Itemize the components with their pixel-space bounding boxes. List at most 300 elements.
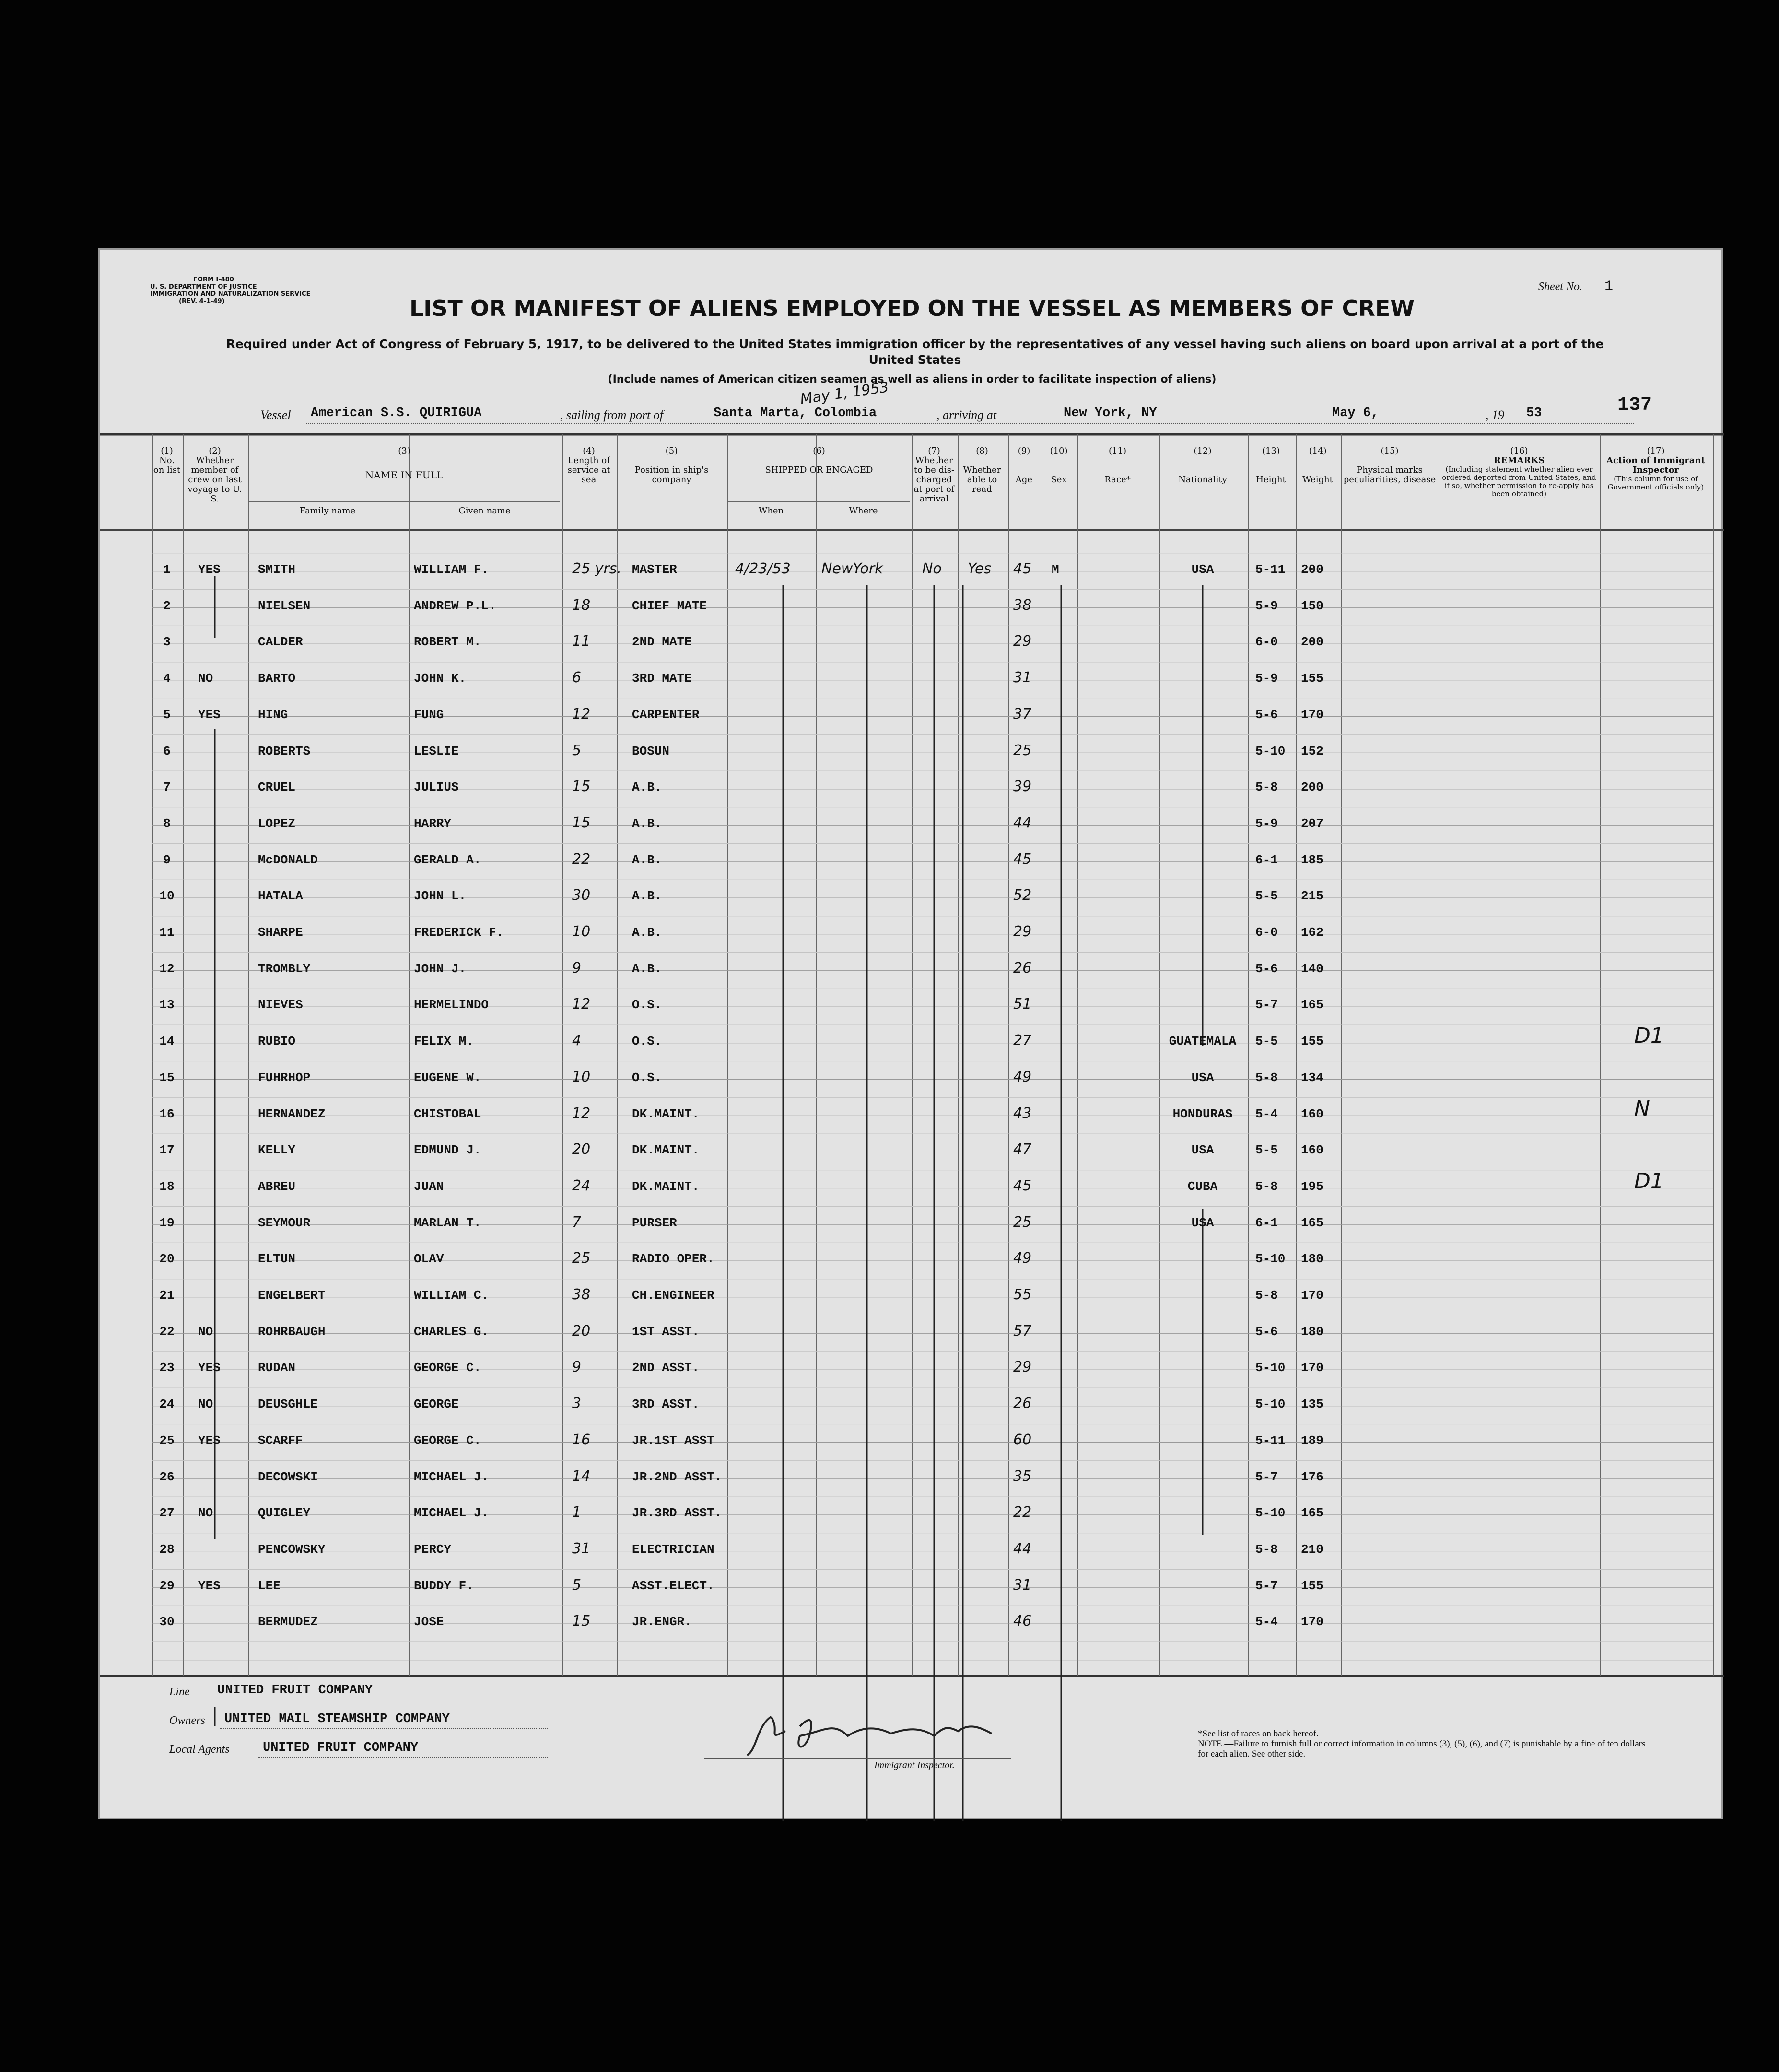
row-number: 28: [159, 1542, 175, 1557]
family-name: LOPEZ: [258, 816, 296, 831]
port-from: Santa Marta, Colombia: [714, 406, 877, 420]
position: JR.3RD ASST.: [632, 1506, 722, 1521]
service-length: 18: [572, 596, 591, 614]
line-underline: [212, 1699, 548, 1700]
family-name: ROHRBAUGH: [258, 1324, 326, 1339]
last-voyage: YES: [198, 707, 221, 722]
col8-header: (8) Whether able to read: [963, 446, 1001, 494]
col17-header: (17) Action of Immigrant Inspector (This column for use of Government officials only): [1606, 446, 1705, 491]
service-length: 25: [572, 1250, 591, 1267]
sheet-number-label: Sheet No.: [1538, 280, 1582, 293]
position: A.B.: [632, 780, 662, 795]
row-number: 3: [163, 635, 171, 650]
family-name: NIELSEN: [258, 598, 311, 613]
row-number: 2: [163, 598, 171, 613]
family-name: SHARPE: [258, 925, 303, 940]
page-title: LIST OR MANIFEST OF ALIENS EMPLOYED ON THE VESSEL AS MEMBERS OF CREW: [409, 295, 1415, 321]
weight: 189: [1301, 1433, 1323, 1448]
given-name: JOHN J.: [414, 961, 467, 976]
position: O.S.: [632, 1070, 662, 1085]
col11-header: (11) Race*: [1104, 446, 1131, 485]
col2-header: (2) Whether member of crew on last voyage to U. S.: [187, 446, 242, 504]
row-number: 23: [159, 1361, 175, 1375]
height: 5-10: [1255, 1397, 1286, 1412]
position: O.S.: [632, 1034, 662, 1049]
able-to-read: Yes: [968, 560, 992, 577]
service-length: 12: [572, 705, 591, 722]
family-name: SCARFF: [258, 1433, 303, 1448]
family-name: ABREU: [258, 1179, 296, 1194]
handwritten-departure-date: May 1, 1953: [799, 379, 890, 408]
department: U. S. DEPARTMENT OF JUSTICE: [150, 283, 257, 291]
age: 37: [1013, 705, 1032, 722]
line-label: Line: [169, 1686, 190, 1698]
sex: M: [1052, 562, 1059, 577]
col6-header: (6) SHIPPED OR ENGAGED: [765, 446, 873, 475]
service-length: 6: [572, 669, 582, 687]
arrival-year: 53: [1526, 406, 1542, 420]
service-length: 9: [572, 959, 582, 977]
page-stamp: 137: [1617, 395, 1652, 416]
age: 35: [1013, 1467, 1032, 1485]
family-name: SEYMOUR: [258, 1215, 311, 1230]
age: 57: [1013, 1322, 1032, 1339]
nationality: USA: [1191, 1143, 1214, 1158]
height: 5-7: [1255, 1469, 1278, 1484]
last-voyage: NO: [198, 1506, 213, 1521]
family-name: CALDER: [258, 635, 303, 650]
last-voyage: NO: [198, 1397, 213, 1412]
shipped-where: NewYork: [821, 560, 883, 577]
col9-header: (9) Age: [1015, 446, 1033, 485]
row-number: 13: [159, 998, 175, 1013]
position: PURSER: [632, 1215, 677, 1230]
family-name: QUIGLEY: [258, 1506, 311, 1521]
owners-value: UNITED MAIL STEAMSHIP COMPANY: [224, 1712, 450, 1726]
row-number: 25: [159, 1433, 175, 1448]
weight: 155: [1301, 671, 1323, 686]
port-to: New York, NY: [1064, 406, 1157, 420]
height: 5-5: [1255, 889, 1278, 904]
weight: 176: [1301, 1469, 1323, 1484]
age: 44: [1013, 1540, 1032, 1557]
height: 5-8: [1255, 780, 1278, 795]
position: A.B.: [632, 889, 662, 904]
height: 5-10: [1255, 1252, 1286, 1267]
age: 49: [1013, 1250, 1032, 1267]
service: IMMIGRATION AND NATURALIZATION SERVICE: [150, 291, 311, 298]
position: ELECTRICIAN: [632, 1542, 714, 1557]
height: 5-7: [1255, 998, 1278, 1013]
given-name: FUNG: [414, 707, 444, 722]
family-name: FUHRHOP: [258, 1070, 311, 1085]
service-length: 5: [572, 742, 582, 759]
weight: 134: [1301, 1070, 1323, 1085]
row-number: 21: [159, 1288, 175, 1303]
owners-label: Owners: [169, 1714, 205, 1727]
height: 5-9: [1255, 671, 1278, 686]
arrival-date: May 6,: [1332, 406, 1379, 420]
age: 31: [1013, 669, 1032, 687]
weight: 215: [1301, 889, 1323, 904]
position: O.S.: [632, 998, 662, 1013]
age: 52: [1013, 887, 1032, 904]
footer-notes: [1198, 1729, 1658, 1759]
age: 49: [1013, 1068, 1032, 1085]
service-length: 38: [572, 1286, 591, 1303]
height: 5-6: [1255, 707, 1278, 722]
nationality: USA: [1191, 1215, 1214, 1230]
col6-where-header: Where: [849, 506, 878, 516]
service-length: 24: [572, 1177, 591, 1194]
service-length: 11: [572, 633, 591, 650]
position: DK.MAINT.: [632, 1143, 700, 1158]
row-number: 16: [159, 1106, 175, 1121]
inspector-underline: [704, 1758, 1011, 1759]
position: A.B.: [632, 816, 662, 831]
family-name: KELLY: [258, 1143, 296, 1158]
weight: 170: [1301, 1361, 1323, 1375]
agents-value: UNITED FRUIT COMPANY: [263, 1741, 419, 1755]
arriving-label: , arriving at: [936, 408, 996, 422]
given-name: JOSE: [414, 1615, 444, 1630]
col10-header: (10) Sex: [1050, 446, 1068, 485]
row-number: 14: [159, 1034, 175, 1049]
nationality: GUATEMALA: [1169, 1034, 1237, 1049]
weight: 210: [1301, 1542, 1323, 1557]
weight: 160: [1301, 1106, 1323, 1121]
position: 2ND ASST.: [632, 1361, 700, 1375]
service-length: 10: [572, 1068, 591, 1085]
age: 29: [1013, 633, 1032, 650]
given-name: CHARLES G.: [414, 1324, 489, 1339]
inspector-label: Immigrant Inspector.: [874, 1760, 955, 1770]
row-number: 20: [159, 1252, 175, 1267]
row-number: 19: [159, 1215, 175, 1230]
service-length: 22: [572, 850, 591, 868]
height: 6-0: [1255, 635, 1278, 650]
family-name: NIEVES: [258, 998, 303, 1013]
family-name: RUDAN: [258, 1361, 296, 1375]
weight: 150: [1301, 598, 1323, 613]
given-name: MICHAEL J.: [414, 1506, 489, 1521]
position: A.B.: [632, 925, 662, 940]
height: 5-11: [1255, 1433, 1286, 1448]
position: 3RD MATE: [632, 671, 692, 686]
weight: 180: [1301, 1252, 1323, 1267]
age: 43: [1013, 1105, 1032, 1122]
row-number: 8: [163, 816, 171, 831]
position: RADIO OPER.: [632, 1252, 714, 1267]
given-name: GEORGE: [414, 1397, 459, 1412]
given-name: LESLIE: [414, 744, 459, 758]
position: A.B.: [632, 961, 662, 976]
position: JR.ENGR.: [632, 1615, 692, 1630]
service-length: 4: [572, 1032, 582, 1049]
age: 26: [1013, 1395, 1032, 1412]
given-name: HARRY: [414, 816, 452, 831]
weight: 170: [1301, 1615, 1323, 1630]
height: 6-0: [1255, 925, 1278, 940]
height: 5-9: [1255, 816, 1278, 831]
height: 5-5: [1255, 1143, 1278, 1158]
penalty-note: NOTE.—Failure to furnish full or correct information in columns (3), (5), (6), and (7) is punishable by a fine of ten dollars for each alien. See other side.: [1198, 1739, 1646, 1759]
shipped-when: 4/23/53: [735, 560, 791, 577]
service-length: 16: [572, 1431, 591, 1448]
family-name: ELTUN: [258, 1252, 296, 1267]
height: 5-6: [1255, 961, 1278, 976]
weight: 155: [1301, 1578, 1323, 1593]
given-name: JOHN K.: [414, 671, 467, 686]
family-name: DECOWSKI: [258, 1469, 318, 1484]
given-name: GEORGE C.: [414, 1361, 481, 1375]
manifest-sheet: [98, 248, 1723, 1819]
inspector-action: D1: [1634, 1024, 1664, 1048]
row-number: 17: [159, 1143, 175, 1158]
position: 3RD ASST.: [632, 1397, 700, 1412]
position: CARPENTER: [632, 707, 700, 722]
given-name: CHISTOBAL: [414, 1106, 481, 1121]
nationality: USA: [1191, 1070, 1214, 1085]
weight: 170: [1301, 707, 1323, 722]
row-number: 29: [159, 1578, 175, 1593]
nationality: HONDURAS: [1172, 1106, 1233, 1121]
inspector-signature: [737, 1707, 1006, 1760]
subtitle-note: (Include names of American citizen seamen as well as aliens in order to facilitate inspection of aliens): [608, 373, 1217, 385]
weight: 165: [1301, 1215, 1323, 1230]
given-name: WILLIAM C.: [414, 1288, 489, 1303]
vessel-name: American S.S. QUIRIGUA: [311, 406, 482, 420]
weight: 165: [1301, 998, 1323, 1013]
family-name: LEE: [258, 1578, 281, 1593]
given-name: FELIX M.: [414, 1034, 474, 1049]
weight: 140: [1301, 961, 1323, 976]
position: CH.ENGINEER: [632, 1288, 714, 1303]
given-name: EUGENE W.: [414, 1070, 481, 1085]
age: 45: [1013, 560, 1032, 577]
height: 5-4: [1255, 1615, 1278, 1630]
owners-underline: [220, 1727, 548, 1729]
agents-underline: [258, 1756, 548, 1758]
height: 5-8: [1255, 1542, 1278, 1557]
family-name: BARTO: [258, 671, 296, 686]
position: BOSUN: [632, 744, 670, 758]
position: MASTER: [632, 562, 677, 577]
nationality: CUBA: [1187, 1179, 1218, 1194]
age: 45: [1013, 1177, 1032, 1194]
service-length: 9: [572, 1359, 582, 1376]
weight: 185: [1301, 852, 1323, 867]
service-length: 1: [572, 1504, 582, 1521]
given-name: JOHN L.: [414, 889, 467, 904]
last-voyage: YES: [198, 1578, 221, 1593]
weight: 200: [1301, 635, 1323, 650]
col13-header: (13) Height: [1256, 446, 1286, 485]
given-name: JULIUS: [414, 780, 459, 795]
weight: 200: [1301, 562, 1323, 577]
given-name: ROBERT M.: [414, 635, 481, 650]
age: 38: [1013, 596, 1032, 614]
given-name: MICHAEL J.: [414, 1469, 489, 1484]
discharged: No: [922, 560, 942, 577]
age: 55: [1013, 1286, 1032, 1303]
position: 1ST ASST.: [632, 1324, 700, 1339]
sailing-label: , sailing from port of: [560, 408, 664, 422]
service-length: 20: [572, 1141, 591, 1158]
height: 6-1: [1255, 852, 1278, 867]
col16-header: (16) REMARKS (Including statement whether alien ever ordered deported from United States, and if so, whether permission to re-apply has been obtained): [1442, 446, 1596, 498]
col1-header: (1) No. on list: [153, 446, 181, 475]
age: 29: [1013, 923, 1032, 940]
age: 27: [1013, 1032, 1032, 1049]
col12-header: (12) Nationality: [1178, 446, 1227, 485]
given-name: GEORGE C.: [414, 1433, 481, 1448]
row-number: 12: [159, 961, 175, 976]
col3-header: (3) NAME IN FULL: [365, 446, 444, 481]
row-number: 11: [159, 925, 175, 940]
family-name: HERNANDEZ: [258, 1106, 326, 1121]
nationality: USA: [1191, 562, 1214, 577]
service-length: 10: [572, 923, 591, 940]
given-name: PERCY: [414, 1542, 452, 1557]
family-name: ROBERTS: [258, 744, 311, 758]
last-voyage: NO: [198, 671, 213, 686]
last-voyage: YES: [198, 1433, 221, 1448]
col7-header: (7) Whether to be dis-charged at port of arrival: [913, 446, 955, 504]
given-name: EDMUND J.: [414, 1143, 481, 1158]
weight: 170: [1301, 1288, 1323, 1303]
service-length: 5: [572, 1576, 582, 1594]
age: 47: [1013, 1141, 1032, 1158]
service-length: 15: [572, 1613, 591, 1630]
family-name: CRUEL: [258, 780, 296, 795]
given-name: JUAN: [414, 1179, 444, 1194]
age: 39: [1013, 778, 1032, 795]
col3-given-header: Given name: [458, 506, 511, 516]
row-number: 1: [163, 562, 171, 577]
weight: 195: [1301, 1179, 1323, 1194]
age: 46: [1013, 1613, 1032, 1630]
service-length: 14: [572, 1467, 591, 1485]
position: DK.MAINT.: [632, 1179, 700, 1194]
weight: 180: [1301, 1324, 1323, 1339]
position: CHIEF MATE: [632, 598, 707, 613]
height: 5-7: [1255, 1578, 1278, 1593]
given-name: FREDERICK F.: [414, 925, 504, 940]
vessel-label: Vessel: [260, 408, 291, 422]
service-length: 3: [572, 1395, 582, 1412]
col15-header: (15) Physical marks peculiarities, disease: [1343, 446, 1436, 485]
position: JR.1ST ASST: [632, 1433, 714, 1448]
age: 26: [1013, 959, 1032, 977]
weight: 152: [1301, 744, 1323, 758]
age: 22: [1013, 1504, 1032, 1521]
weight: 155: [1301, 1034, 1323, 1049]
height: 5-9: [1255, 598, 1278, 613]
row-number: 6: [163, 744, 171, 758]
family-name: McDONALD: [258, 852, 318, 867]
age: 25: [1013, 742, 1032, 759]
inspector-action: D1: [1634, 1168, 1664, 1193]
position: DK.MAINT.: [632, 1106, 700, 1121]
family-name: DEUSGHLE: [258, 1397, 318, 1412]
races-note: *See list of races on back hereof.: [1198, 1729, 1319, 1739]
family-name: TROMBLY: [258, 961, 311, 976]
given-name: ANDREW P.L.: [414, 598, 496, 613]
last-voyage: YES: [198, 1361, 221, 1375]
agents-label: Local Agents: [169, 1743, 230, 1756]
given-name: WILLIAM F.: [414, 562, 489, 577]
age: 60: [1013, 1431, 1032, 1448]
service-length: 7: [572, 1213, 582, 1231]
inspector-action: N: [1634, 1096, 1650, 1121]
revision: (REV. 4-1-49): [179, 298, 225, 305]
service-length: 20: [572, 1322, 591, 1339]
age: 51: [1013, 996, 1032, 1013]
height: 5-6: [1255, 1324, 1278, 1339]
age: 25: [1013, 1213, 1032, 1231]
sheet-number: 1: [1604, 279, 1613, 295]
weight: 160: [1301, 1143, 1323, 1158]
position: JR.2ND ASST.: [632, 1469, 722, 1484]
height: 5-10: [1255, 1361, 1286, 1375]
row-number: 26: [159, 1469, 175, 1484]
row-number: 22: [159, 1324, 175, 1339]
given-name: MARLAN T.: [414, 1215, 481, 1230]
given-name: GERALD A.: [414, 852, 481, 867]
weight: 200: [1301, 780, 1323, 795]
col5-header: (5) Position in ship's company: [634, 446, 709, 485]
row-number: 15: [159, 1070, 175, 1085]
row-number: 30: [159, 1615, 175, 1630]
position: ASST.ELECT.: [632, 1578, 714, 1593]
page-subtitle: Required under Act of Congress of February 5, 1917, to be delivered to the United States immigration officer by the representatives of any vessel having such aliens on board upon arrival at a port of the United States: [226, 337, 1604, 367]
family-name: ENGELBERT: [258, 1288, 326, 1303]
col6-when-header: When: [758, 506, 784, 516]
col14-header: (14) Weight: [1302, 446, 1333, 485]
given-name: HERMELINDO: [414, 998, 489, 1013]
age: 29: [1013, 1359, 1032, 1376]
row-number: 24: [159, 1397, 175, 1412]
given-name: OLAV: [414, 1252, 444, 1267]
age: 45: [1013, 850, 1032, 868]
row-number: 9: [163, 852, 171, 867]
family-name: BERMUDEZ: [258, 1615, 318, 1630]
height: 5-8: [1255, 1288, 1278, 1303]
row-number: 18: [159, 1179, 175, 1194]
weight: 207: [1301, 816, 1323, 831]
row-number: 7: [163, 780, 171, 795]
age: 44: [1013, 814, 1032, 831]
weight: 165: [1301, 1506, 1323, 1521]
last-voyage: YES: [198, 562, 221, 577]
height: 5-8: [1255, 1179, 1278, 1194]
row-number: 4: [163, 671, 171, 686]
service-length: 12: [572, 996, 591, 1013]
service-length: 31: [572, 1540, 591, 1557]
position: A.B.: [632, 852, 662, 867]
line-value: UNITED FRUIT COMPANY: [217, 1683, 373, 1698]
family-name: HATALA: [258, 889, 303, 904]
weight: 135: [1301, 1397, 1323, 1412]
col4-header: (4) Length of service at sea: [567, 446, 610, 485]
height: 5-11: [1255, 562, 1286, 577]
age: 31: [1013, 1576, 1032, 1594]
family-name: HING: [258, 707, 288, 722]
form-number: FORM I-480: [193, 276, 234, 283]
height: 5-10: [1255, 1506, 1286, 1521]
given-name: BUDDY F.: [414, 1578, 474, 1593]
